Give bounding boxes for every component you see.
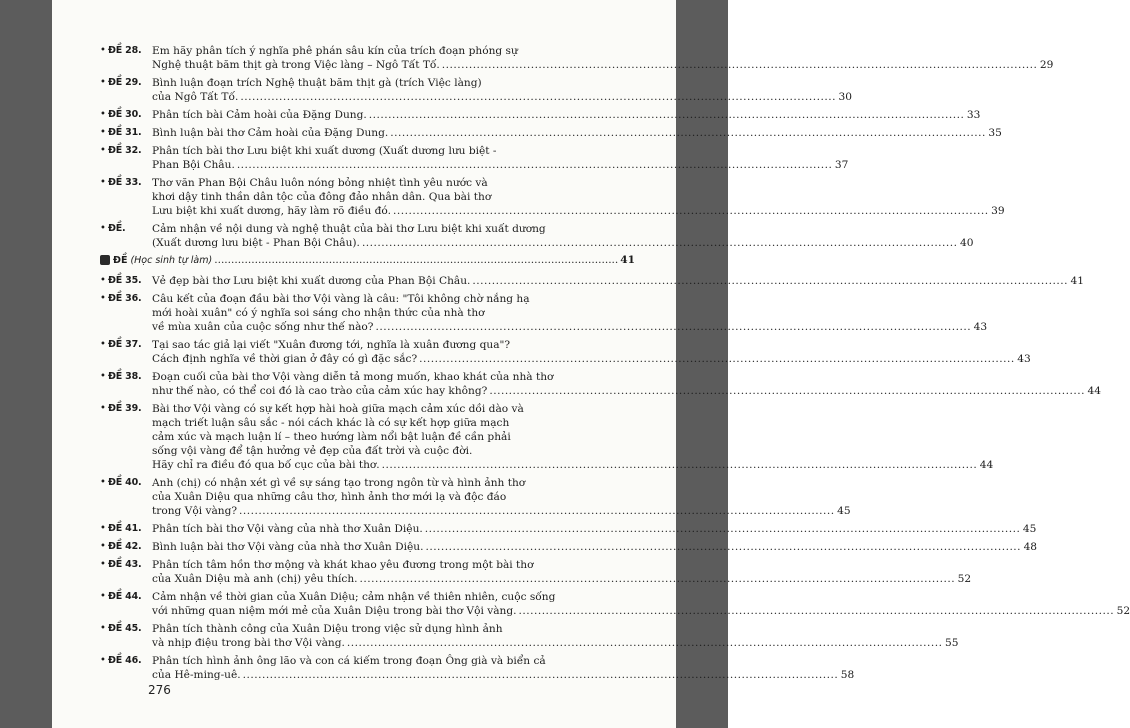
entry-last-line (152, 458, 994, 472)
entry-last-line (152, 58, 1054, 72)
toc-group-2 (100, 274, 1130, 682)
entry-line: Phan Bội Châu. (152, 159, 235, 171)
leader-dots: .......................................................................................................................................................... (425, 541, 1022, 553)
entry-last-line (152, 668, 855, 682)
entry-body (152, 590, 1130, 618)
leader-dots: .......................................................................................................................................................... (441, 59, 1038, 71)
entry-page: 43 (1017, 353, 1031, 365)
entry-tag: ĐỀ 30. (108, 109, 142, 120)
entry-page: 33 (966, 109, 981, 121)
entry-tag: ĐỀ 32. (108, 145, 142, 156)
entry-last-line (152, 504, 851, 518)
entry-last-line (152, 90, 852, 104)
entry-last-line (152, 236, 974, 250)
bullet-icon: • (100, 403, 106, 414)
bullet-icon: • (100, 127, 106, 138)
entry-page: 44 (979, 459, 994, 471)
toc-entry (100, 44, 1054, 72)
entry-page: 37 (834, 159, 849, 171)
leader-dots: .......................................................................................................................................................... (390, 127, 986, 139)
entry-line: của Xuân Diệu qua những câu thơ, hình ảnh thơ mới lạ và độc đáo (152, 491, 507, 503)
entry-body (152, 108, 981, 122)
page-number: 276 (148, 683, 171, 697)
leader-dots: .......................................................................................................................................................... (239, 505, 835, 517)
entry-tag: ĐỀ 33. (108, 177, 142, 188)
entry-line: Bình luận đoạn trích Nghệ thuật băm thịt gà (trích Việc làng) (152, 77, 482, 89)
leader-dots: .......................................................................................................................................................... (375, 321, 972, 333)
entry-line: mạch triết luận sâu sắc - nói cách khác là có sự kết hợp giữa mạch (152, 417, 510, 429)
entry-body (152, 622, 959, 650)
toc-entry (100, 476, 851, 518)
entry-line: Anh (chị) có nhận xét gì về sự sáng tạo trong ngôn từ và hình ảnh thơ (152, 477, 526, 489)
bullet-icon: • (100, 145, 106, 156)
section-title: (Học sinh tự làm) (130, 254, 213, 266)
leader-dots: .......................................................................................................................................................... (419, 353, 1015, 365)
entry-tag: ĐỀ 45. (108, 623, 142, 634)
entry-line: Cảm nhận về nội dung và nghệ thuật của bài thơ Lưu biệt khi xuất dương (152, 223, 546, 235)
entry-page: 35 (988, 127, 1002, 139)
leader-dots: .......................................................................................................................................................... (381, 459, 978, 471)
entry-body (152, 522, 1037, 536)
entry-page: 48 (1023, 541, 1038, 553)
toc-entry (100, 76, 852, 104)
bullet-icon: • (100, 523, 106, 534)
toc-entry (100, 622, 959, 650)
bullet-icon: • (100, 655, 106, 666)
entry-line: Nghệ thuật băm thịt gà trong Việc làng – Ngô Tất Tố. (152, 59, 440, 71)
entry-line: Đoạn cuối của bài thơ Vội vàng diễn tả mong muốn, khao khát của nhà thơ (152, 371, 554, 383)
entry-body (152, 476, 851, 518)
leader-dots: .......................................................................................................................................................... (361, 237, 958, 249)
entry-body (152, 222, 974, 250)
bullet-icon: • (100, 177, 106, 188)
toc-entry (100, 274, 1084, 288)
toc-entry (100, 338, 1031, 366)
entry-tag: ĐỀ 39. (108, 403, 142, 414)
bullet-icon: • (100, 339, 106, 350)
entry-page: 45 (1022, 523, 1037, 535)
toc-entry (100, 292, 988, 334)
entry-last-line (152, 158, 849, 172)
entry-tag: ĐỀ 42. (108, 541, 142, 552)
entry-line: Bài thơ Vội vàng có sự kết hợp hài hoà giữa mạch cảm xúc dồi dào và (152, 403, 524, 415)
entry-line: với những quan niệm mới mẻ của Xuân Diệu trong bài thơ Vội vàng. (152, 605, 517, 617)
entry-line: Phân tích bài Cảm hoài của Đặng Dung. (152, 109, 367, 121)
toc-entry (100, 370, 1101, 398)
bullet-icon: • (100, 591, 106, 602)
entry-tag: ĐỀ 35. (108, 275, 142, 286)
entry-line: về mùa xuân của cuộc sống như thế nào? (152, 321, 374, 333)
entry-body (152, 402, 994, 472)
entry-body (152, 126, 1002, 140)
toc-entry (100, 654, 855, 682)
entry-body (152, 540, 1038, 554)
entry-page: 39 (991, 205, 1005, 217)
entry-last-line (152, 108, 981, 122)
entry-tag: ĐỀ 38. (108, 371, 142, 382)
leader-dots: .......................................................................................................................................................... (368, 109, 965, 121)
entry-line: Lưu biệt khi xuất dương, hãy làm rõ điều đó. (152, 205, 391, 217)
entry-line: Phân tích hình ảnh ông lão và con cá kiếm trong đoạn Ông già và biển cả (152, 655, 546, 667)
entry-body (152, 370, 1101, 398)
toc-entry (100, 402, 994, 472)
leader-dots: .......................................................................................................................................................... (472, 275, 1068, 287)
leader-dots: ........................................................................................................................ (214, 254, 619, 266)
entry-last-line (152, 540, 1038, 554)
section-tag: ĐỀ (113, 254, 128, 266)
leader-dots: .......................................................................................................................................................... (242, 669, 839, 681)
entry-line: Em hãy phân tích ý nghĩa phê phán sâu kín của trích đoạn phóng sự (152, 45, 518, 57)
entry-last-line (152, 204, 1005, 218)
bullet-icon: • (100, 541, 106, 552)
entry-page: 58 (840, 669, 855, 681)
toc-entry (100, 126, 1002, 140)
entry-line: Cảm nhận về thời gian của Xuân Diệu; cảm nhận về thiên nhiên, cuộc sống (152, 591, 556, 603)
entry-last-line (152, 126, 1002, 140)
entry-page: 44 (1087, 385, 1101, 397)
toc-group-1 (100, 44, 1054, 250)
entry-last-line (152, 604, 1130, 618)
bullet-icon: • (100, 223, 106, 234)
leader-dots: .......................................................................................................................................................... (346, 637, 943, 649)
leader-dots: .......................................................................................................................................................... (240, 91, 836, 103)
toc-entry (100, 540, 1038, 554)
bullet-icon: • (100, 477, 106, 488)
toc-entry (100, 590, 1130, 618)
entry-body (152, 654, 855, 682)
entry-tag: ĐỀ 28. (108, 45, 142, 56)
entry-line: Thơ văn Phan Bội Châu luôn nóng bỏng nhiệt tình yêu nước và (152, 177, 488, 189)
entry-page: 29 (1039, 59, 1054, 71)
book-icon (100, 255, 110, 265)
entry-tag: ĐỀ 40. (108, 477, 142, 488)
entry-line: Bình luận bài thơ Vội vàng của nhà thơ Xuân Diệu. (152, 541, 424, 553)
entry-page: 40 (960, 237, 974, 249)
entry-line: khơi dậy tinh thần dân tộc của đông đảo nhân dân. Qua bài thơ (152, 191, 492, 203)
entry-line: Câu kết của đoạn đầu bài thơ Vội vàng là câu: "Tôi không chờ nắng hạ (152, 293, 530, 305)
entry-body (152, 76, 852, 104)
entry-line: của Hê-ming-uê. (152, 669, 241, 681)
toc-section-header (100, 254, 636, 268)
bullet-icon: • (100, 275, 106, 286)
entry-last-line (152, 572, 972, 586)
toc-entry (100, 176, 1005, 218)
entry-tag: ĐỀ 36. (108, 293, 142, 304)
entry-line: cảm xúc và mạch luận lí – theo hướng làm nổi bật luận đề cần phải (152, 431, 511, 443)
entry-body (152, 558, 972, 586)
entry-page: 45 (837, 505, 851, 517)
entry-body (152, 292, 988, 334)
left-margin-band (0, 0, 52, 728)
entry-page: 41 (1070, 275, 1084, 287)
entry-tag: ĐỀ 46. (108, 655, 142, 666)
entry-line: của Xuân Diệu mà anh (chị) yêu thích. (152, 573, 358, 585)
entry-page: 55 (945, 637, 959, 649)
entry-last-line (152, 636, 959, 650)
bullet-icon: • (100, 559, 106, 570)
toc-entry (100, 522, 1037, 536)
entry-line: Bình luận bài thơ Cảm hoài của Đặng Dung. (152, 127, 389, 139)
entry-tag: ĐỀ 37. (108, 339, 142, 350)
bullet-icon: • (100, 77, 106, 88)
entry-line: Phân tích thành công của Xuân Diệu trong việc sử dụng hình ảnh (152, 623, 503, 635)
entry-line: Cách định nghĩa về thời gian ở đây có gì đặc sắc? (152, 353, 418, 365)
entry-page: 52 (957, 573, 972, 585)
entry-line: Tại sao tác giả lại viết "Xuân đương tới, nghĩa là xuân đương qua"? (152, 339, 511, 351)
entry-body (152, 338, 1031, 366)
bullet-icon: • (100, 371, 106, 382)
entry-last-line (152, 384, 1101, 398)
bullet-icon: • (100, 293, 106, 304)
leader-dots: .......................................................................................................................................................... (518, 605, 1115, 617)
leader-dots: .......................................................................................................................................................... (359, 573, 956, 585)
toc-entry (100, 144, 849, 172)
entry-page: 52 (1116, 605, 1130, 617)
entry-line: Phân tích bài thơ Lưu biệt khi xuất dương (Xuất dương lưu biệt - (152, 145, 497, 157)
leader-dots: .......................................................................................................................................................... (489, 385, 1085, 397)
entry-line: Phân tích tâm hồn thơ mộng và khát khao yêu đương trong một bài thơ (152, 559, 534, 571)
entry-line: (Xuất dương lưu biệt - Phan Bội Châu). (152, 237, 360, 249)
entry-tag: ĐỀ 29. (108, 77, 142, 88)
entry-body (152, 44, 1054, 72)
entry-tag: ĐỀ 43. (108, 559, 142, 570)
entry-line: của Ngô Tất Tố. (152, 91, 239, 103)
entry-tag: ĐỀ 44. (108, 591, 142, 602)
entry-line: như thế nào, có thể coi đó là cao trào của cảm xúc hay không? (152, 385, 488, 397)
bullet-icon: • (100, 623, 106, 634)
entry-line: và nhịp điệu trong bài thơ Vội vàng. (152, 637, 345, 649)
bullet-icon: • (100, 109, 106, 120)
entry-last-line (152, 274, 1084, 288)
leader-dots: .......................................................................................................................................................... (424, 523, 1021, 535)
entry-body (152, 274, 1084, 288)
entry-tag: ĐỀ. (108, 223, 126, 234)
entry-page: 43 (973, 321, 988, 333)
entry-last-line (152, 320, 988, 334)
leader-dots: .......................................................................................................................................................... (392, 205, 989, 217)
entry-page: 30 (838, 91, 852, 103)
entry-line: trong Vội vàng? (152, 505, 238, 517)
entry-line: sống vội vàng để tận hưởng vẻ đẹp của đất trời và cuộc đời. (152, 445, 473, 457)
entry-tag: ĐỀ 31. (108, 127, 142, 138)
entry-line: mới hoài xuân" có ý nghĩa soi sáng cho nhận thức của nhà thơ (152, 307, 485, 319)
entry-last-line (152, 352, 1031, 366)
table-of-contents (100, 44, 1130, 686)
bullet-icon: • (100, 45, 106, 56)
toc-entry (100, 222, 974, 250)
entry-body (152, 176, 1005, 218)
entry-line: Phân tích bài thơ Vội vàng của nhà thơ Xuân Diệu. (152, 523, 423, 535)
entry-line: Vẻ đẹp bài thơ Lưu biệt khi xuất dương của Phan Bội Châu. (152, 275, 471, 287)
entry-body (152, 144, 849, 172)
entry-last-line (152, 522, 1037, 536)
toc-entry (100, 558, 972, 586)
entry-tag: ĐỀ 41. (108, 523, 142, 534)
toc-entry (100, 108, 981, 122)
leader-dots: .......................................................................................................................................................... (236, 159, 833, 171)
entry-line: Hãy chỉ ra điều đó qua bố cục của bài thơ. (152, 459, 380, 471)
section-page: 41 (620, 254, 636, 266)
